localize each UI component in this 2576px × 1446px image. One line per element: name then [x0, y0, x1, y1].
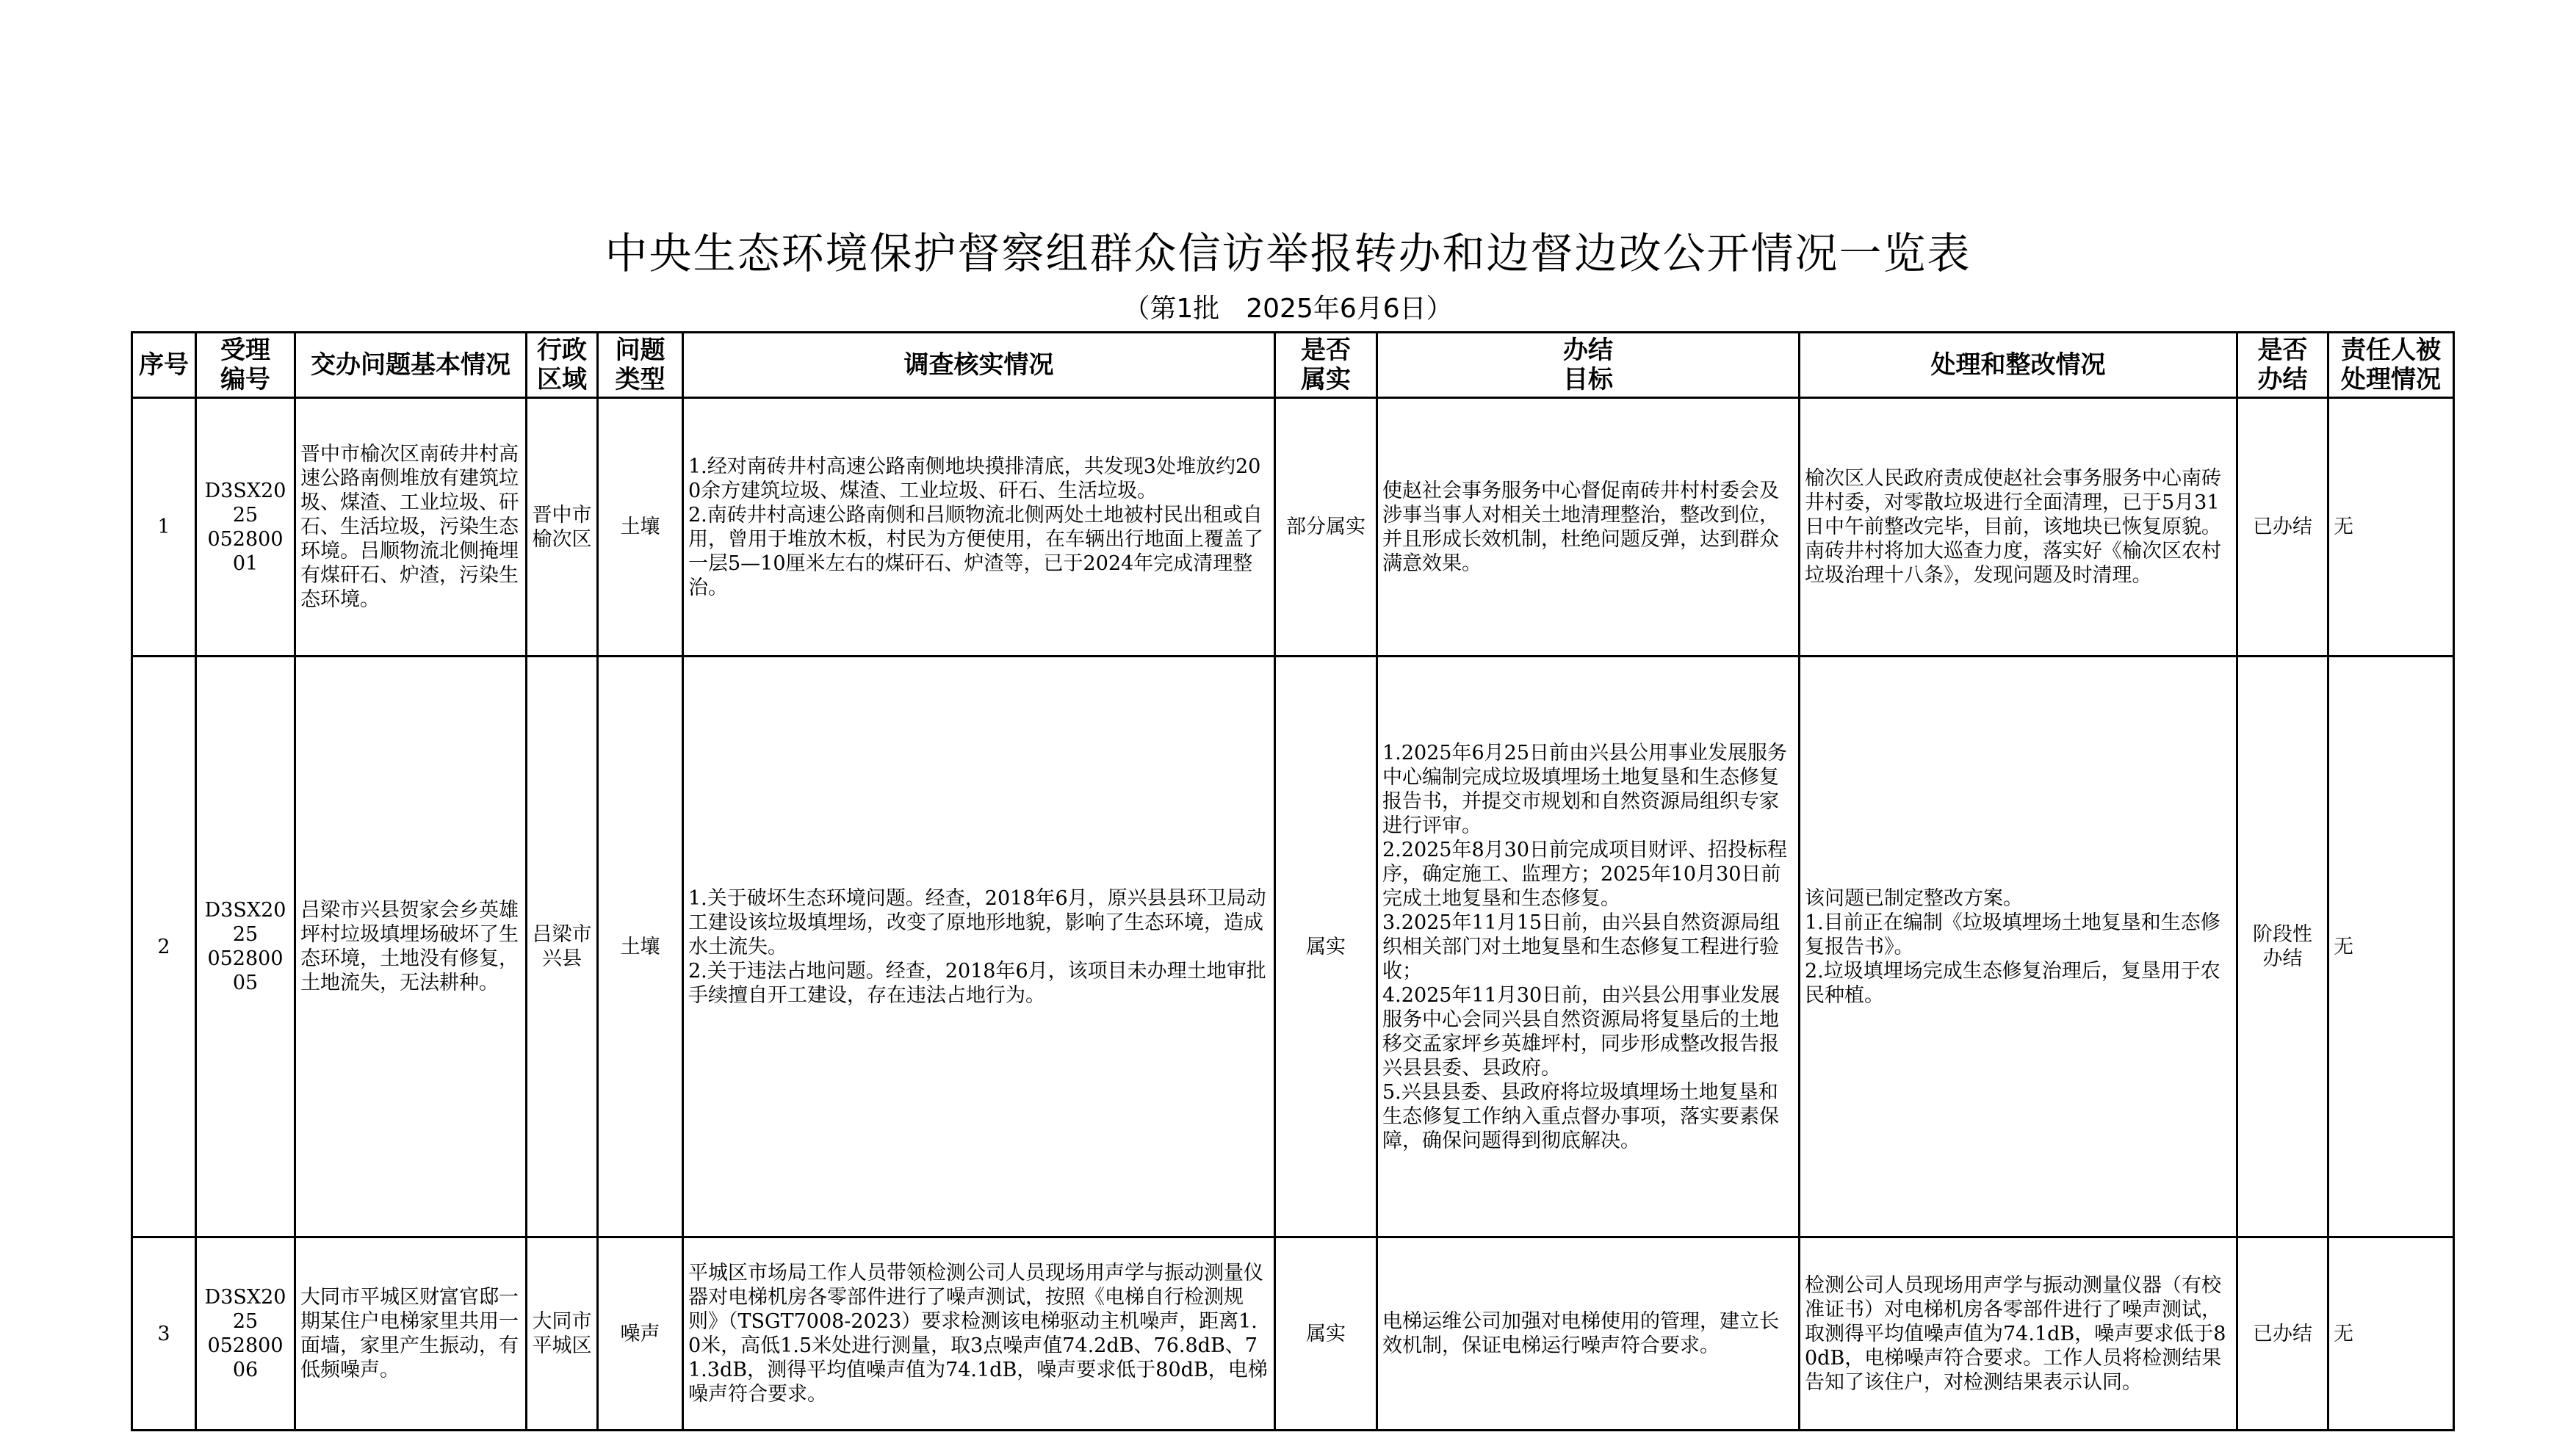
cell-investigation: 平城区市场局工作人员带领检测公司人员现场用声学与振动测量仪器对电梯机房各零部件进行了噪声测试，按照《电梯自行检测规则》（TSGT7008-2023）要求检测该电梯驱动主机噪声，距离1.0米，高低1.5米处进行测量，取3点噪声值74.2dB、76.8dB、71.3dB，测得平均值噪声值为74.1dB，噪声要求低于80dB，电梯噪声符合要求。 — [683, 1237, 1275, 1431]
header-row — [132, 333, 2454, 398]
cell-type: 土壤 — [598, 657, 683, 1237]
header-goal: 办结 目标 — [1377, 333, 1800, 398]
cell-handling: 榆次区人民政府责成使赵社会事务服务中心南砖井村委，对零散垃圾进行全面清理，已于5月31日中午前整改完毕，目前，该地块已恢复原貌。南砖井村将加大巡查力度，落实好《榆次区农村垃圾治理十八条》，发现问题及时清理。 — [1800, 398, 2237, 657]
cell-accept-no: D3SX2025 05280001 — [196, 398, 295, 657]
cell-is-true: 部分属实 — [1275, 398, 1377, 657]
cell-investigation: 1.经对南砖井村高速公路南侧地块摸排清底，共发现3处堆放约200余方建筑垃圾、煤渣、工业垃圾、矸石、生活垃圾。 2.南砖井村高速公路南侧和吕顺物流北侧两处土地被村民出租或自用，曾用于堆放木板，村民为方便使用，在车辆出行地面上覆盖了一层5—10厘米左右的煤矸石、炉渣等，已于2024年完成清理整治。 — [683, 398, 1275, 657]
cell-type: 噪声 — [598, 1237, 683, 1431]
cell-accountability: 无 — [2328, 398, 2454, 657]
header-region: 行政 区域 — [527, 333, 598, 398]
cell-goal: 1.2025年6月25日前由兴县公用事业发展服务中心编制完成垃圾填埋场土地复垦和生态修复报告书，并提交市规划和自然资源局组织专家进行评审。 2.2025年8月30日前完成项目财评、招投标程序，确定施工、监理方；2025年10月30日前完成土地复垦和生态修复。 3.2025年11月15日前，由兴县自然资源局组织相关部门对土地复垦和生态修复工程进行验收； 4.2025年11月30日前，由兴县公用事业发展服务中心会同兴县自然资源局将复垦后的土地移交孟家坪乡英雄坪村，同步形成整改报告报兴县县委、县政府。 5.兴县县委、县政府将垃圾填埋场土地复垦和生态修复工作纳入重点督办事项，落实要素保障，确保问题得到彻底解决。 — [1377, 657, 1800, 1237]
cell-handling: 检测公司人员现场用声学与振动测量仪器（有校准证书）对电梯机房各零部件进行了噪声测试，取测得平均值噪声值为74.1dB，噪声要求低于80dB，电梯噪声符合要求。工作人员将检测结果告知了该住户，对检测结果表示认同。 — [1800, 1237, 2237, 1431]
table-row — [132, 398, 2454, 657]
header-type: 问题 类型 — [598, 333, 683, 398]
cell-problem: 晋中市榆次区南砖井村高速公路南侧堆放有建筑垃圾、煤渣、工业垃圾、矸石、生活垃圾，污染生态环境。吕顺物流北侧掩埋有煤矸石、炉渣，污染生态环境。 — [295, 398, 527, 657]
cell-is-closed: 阶段性 办结 — [2237, 657, 2328, 1237]
cell-accept-no: D3SX2025 05280005 — [196, 657, 295, 1237]
header-handling: 处理和整改情况 — [1800, 333, 2237, 398]
cell-is-true: 属实 — [1275, 657, 1377, 1237]
batch-date-subtitle: （第1批 2025年6月6日） — [1123, 294, 1453, 324]
cell-region: 晋中市 榆次区 — [527, 398, 598, 657]
cell-type: 土壤 — [598, 398, 683, 657]
header-problem: 交办问题基本情况 — [295, 333, 527, 398]
cell-seq: 1 — [132, 398, 196, 657]
header-is-closed: 是否 办结 — [2237, 333, 2328, 398]
cell-is-closed: 已办结 — [2237, 398, 2328, 657]
header-accept-no: 受理 编号 — [196, 333, 295, 398]
cell-investigation: 1.关于破坏生态环境问题。经查，2018年6月，原兴县县环卫局动工建设该垃圾填埋场，改变了原地形地貌，影响了生态环境，造成水土流失。 2.关于违法占地问题。经查，2018年6月，该项目未办理土地审批手续擅自开工建设，存在违法占地行为。 — [683, 657, 1275, 1237]
cell-problem: 吕梁市兴县贺家会乡英雄坪村垃圾填埋场破坏了生态环境，土地没有修复，土地流失，无法耕种。 — [295, 657, 527, 1237]
cell-goal: 电梯运维公司加强对电梯使用的管理，建立长效机制，保证电梯运行噪声符合要求。 — [1377, 1237, 1800, 1431]
header-seq: 序号 — [132, 333, 196, 398]
petition-table — [131, 331, 2455, 1431]
cell-handling: 该问题已制定整改方案。 1.目前正在编制《垃圾填埋场土地复垦和生态修复报告书》。 2.垃圾填埋场完成生态修复治理后，复垦用于农民种植。 — [1800, 657, 2237, 1237]
table-row — [132, 657, 2454, 1237]
page-title: 中央生态环境保护督察组群众信访举报转办和边督边改公开情况一览表 — [605, 228, 1971, 278]
cell-region: 大同市 平城区 — [527, 1237, 598, 1431]
header-is-true: 是否 属实 — [1275, 333, 1377, 398]
header-accountability: 责任人被 处理情况 — [2328, 333, 2454, 398]
cell-seq: 3 — [132, 1237, 196, 1431]
cell-goal: 使赵社会事务服务中心督促南砖井村村委会及涉事当事人对相关土地清理整治，整改到位，并且形成长效机制，杜绝问题反弹，达到群众满意效果。 — [1377, 398, 1800, 657]
cell-accountability: 无 — [2328, 657, 2454, 1237]
cell-problem: 大同市平城区财富官邸一期某住户电梯家里共用一面墙，家里产生振动，有低频噪声。 — [295, 1237, 527, 1431]
cell-seq: 2 — [132, 657, 196, 1237]
cell-region: 吕梁市 兴县 — [527, 657, 598, 1237]
header-investigation: 调查核实情况 — [683, 333, 1275, 398]
cell-accept-no: D3SX2025 05280006 — [196, 1237, 295, 1431]
cell-is-closed: 已办结 — [2237, 1237, 2328, 1431]
cell-is-true: 属实 — [1275, 1237, 1377, 1431]
cell-accountability: 无 — [2328, 1237, 2454, 1431]
table-row — [132, 1237, 2454, 1431]
